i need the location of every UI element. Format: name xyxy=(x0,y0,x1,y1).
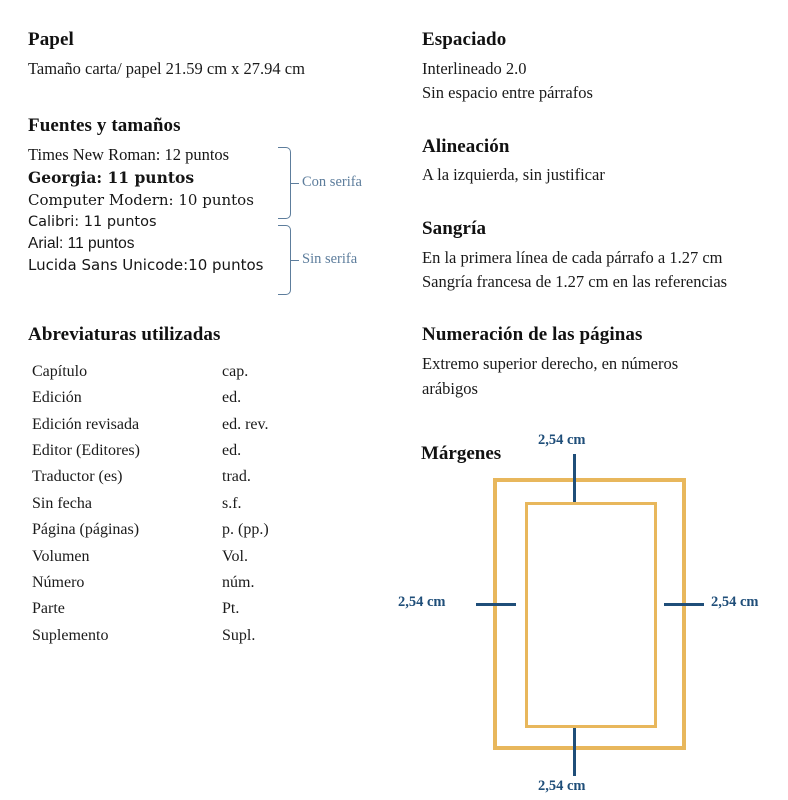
table-row xyxy=(28,548,269,574)
abbr-value: ed. rev. xyxy=(222,415,269,433)
sangria-line-2: Sangría francesa de 1.27 cm en las referencias xyxy=(422,271,728,291)
abbr-value: p. (pp.) xyxy=(222,521,269,539)
font-item-calibri: Calibri: 11 puntos xyxy=(28,213,157,230)
table-row xyxy=(28,521,269,547)
leader-line-bottom xyxy=(573,728,576,776)
abbr-value: cap. xyxy=(222,362,249,380)
fuentes-heading: Fuentes y tamaños xyxy=(28,115,181,137)
sangria-heading: Sangría xyxy=(422,217,487,239)
left-column xyxy=(28,28,402,675)
section-numeracion xyxy=(422,323,782,400)
abbr-term: Edición xyxy=(32,389,82,407)
numeracion-heading: Numeración de las páginas xyxy=(422,324,643,346)
abbr-value: núm. xyxy=(222,573,255,591)
table-row xyxy=(28,442,269,468)
abbreviations-table xyxy=(28,363,269,653)
espaciado-heading: Espaciado xyxy=(422,29,507,50)
section-espaciado xyxy=(422,28,782,105)
section-alineacion xyxy=(422,135,782,187)
table-row xyxy=(28,389,269,415)
sans-serif-brace-label: Sin serifa xyxy=(302,251,358,268)
abbr-term: Capítulo xyxy=(32,362,88,380)
abbr-value: ed. xyxy=(222,442,242,460)
section-sangria xyxy=(422,217,782,294)
abbr-value: trad. xyxy=(222,468,251,486)
font-item-times: Times New Roman: 12 puntos xyxy=(28,144,230,164)
abbr-value: Pt. xyxy=(222,600,240,618)
abbr-term: Editor (Editores) xyxy=(32,442,140,460)
leader-line-right xyxy=(664,603,704,606)
margenes-heading: Márgenes xyxy=(421,443,502,464)
espaciado-line-1: Interlineado 2.0 xyxy=(422,58,527,78)
right-column xyxy=(422,28,782,422)
abbr-term: Número xyxy=(32,573,85,591)
section-papel xyxy=(28,28,402,80)
sangria-line-1: En la primera línea de cada párrafo a 1.27 cm xyxy=(422,247,723,267)
alineacion-line-1: A la izquierda, sin justificar xyxy=(422,165,605,185)
abbr-term: Volumen xyxy=(32,547,90,565)
margin-label-bottom: 2,54 cm xyxy=(538,778,586,794)
font-item-georgia: Georgia: 11 puntos xyxy=(28,168,195,187)
margin-label-right: 2,54 cm xyxy=(711,594,759,610)
abbr-value: Vol. xyxy=(222,547,248,565)
text-area-rectangle xyxy=(525,502,657,728)
leader-line-top xyxy=(573,454,576,502)
abbr-value: Supl. xyxy=(222,626,256,644)
margin-label-left: 2,54 cm xyxy=(398,594,446,610)
abreviaturas-heading: Abreviaturas utilizadas xyxy=(28,324,221,346)
font-item-computer-modern: Computer Modern: 10 puntos xyxy=(28,190,254,209)
espaciado-line-2: Sin espacio entre párrafos xyxy=(422,83,593,103)
curly-brace-icon xyxy=(278,147,291,219)
numeracion-line-1: Extremo superior derecho, en números xyxy=(422,354,679,374)
font-item-lucida-sans-unicode: Lucida Sans Unicode:10 puntos xyxy=(28,256,264,275)
margins-diagram xyxy=(398,428,788,800)
table-row xyxy=(28,416,269,442)
abbr-value: s.f. xyxy=(222,494,242,512)
abbr-term: Suplemento xyxy=(32,626,109,644)
section-fuentes xyxy=(28,114,402,277)
papel-heading: Papel xyxy=(28,29,74,50)
table-row xyxy=(28,468,269,494)
abbr-term: Página (páginas) xyxy=(32,521,140,539)
table-row xyxy=(28,574,269,600)
abbr-term: Traductor (es) xyxy=(32,468,123,486)
section-abreviaturas xyxy=(28,323,402,653)
abbr-term: Sin fecha xyxy=(32,494,92,512)
table-row xyxy=(28,363,269,389)
papel-line-1: Tamaño carta/ papel 21.59 cm x 27.94 cm xyxy=(28,58,305,78)
abbr-term: Edición revisada xyxy=(32,415,140,433)
alineacion-heading: Alineación xyxy=(422,135,510,157)
table-row xyxy=(28,627,269,653)
curly-brace-icon xyxy=(278,225,291,295)
fonts-list xyxy=(28,143,402,277)
table-row xyxy=(28,495,269,521)
numeracion-line-2: arábigos xyxy=(422,378,478,398)
serif-brace-label: Con serifa xyxy=(302,174,362,191)
brace-tick-icon xyxy=(291,183,299,184)
table-row xyxy=(28,600,269,626)
abbr-term: Parte xyxy=(32,600,65,618)
abbr-value: ed. xyxy=(222,389,242,407)
brace-tick-icon xyxy=(291,260,299,261)
margin-label-top: 2,54 cm xyxy=(538,432,586,448)
leader-line-left xyxy=(476,603,516,606)
font-item-arial: Arial: 11 puntos xyxy=(28,234,135,252)
